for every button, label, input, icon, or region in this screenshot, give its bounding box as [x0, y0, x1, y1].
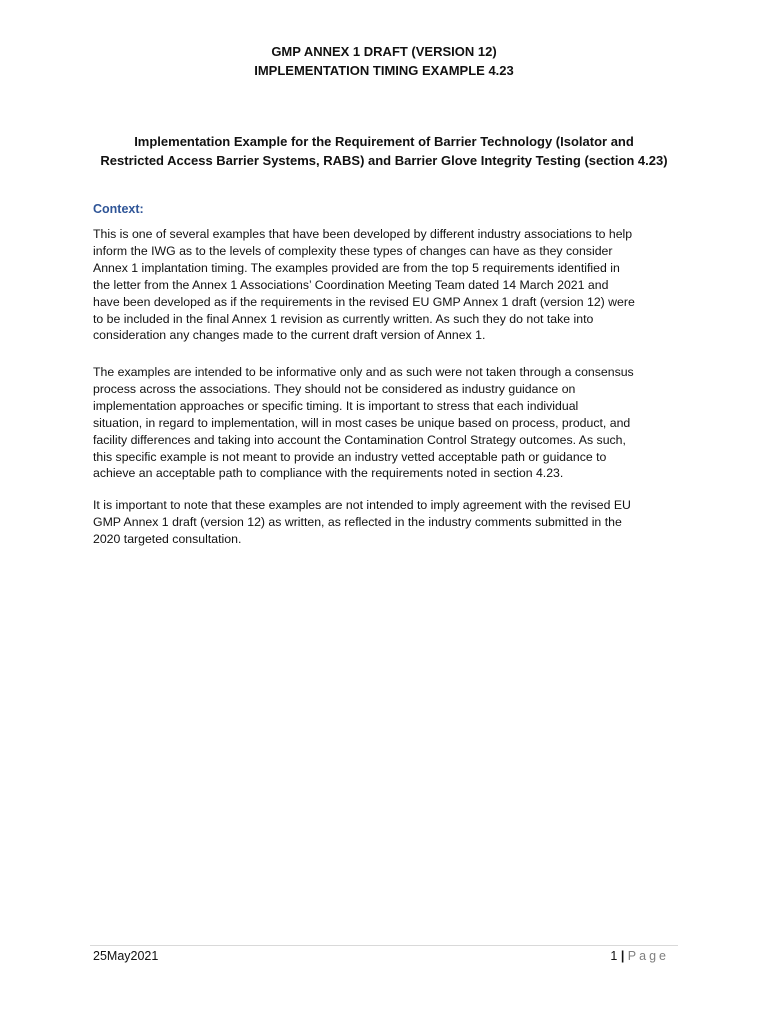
page-label: Page	[627, 949, 669, 963]
paragraph-line: This is one of several examples that have been developed by different industry associations to help	[93, 227, 633, 241]
document-title	[84, 132, 684, 170]
paragraph-line: this specific example is not meant to provide an industry vetted acceptable path or guidance to	[93, 449, 607, 464]
paragraph-line: process across the associations. They should not be considered as industry guidance on	[93, 381, 576, 396]
paragraph-2	[93, 364, 679, 482]
header-line-2: IMPLEMENTATION TIMING EXAMPLE 4.23	[254, 63, 514, 78]
document-header	[0, 42, 768, 80]
paragraph-line: facility differences and taking into account the Contamination Control Strategy outcomes. As such,	[93, 432, 626, 447]
paragraph-line: situation, in regard to implementation, will in most cases be unique based on process, product, and	[93, 415, 631, 430]
paragraph-line: consideration any changes made to the current draft version of Annex 1.	[93, 328, 486, 343]
paragraph-line: to be included in the final Annex 1 revision as currently written. As such they do not take into	[93, 311, 594, 326]
paragraph-line: 2020 targeted consultation.	[93, 531, 242, 546]
paragraph-3	[93, 497, 679, 548]
page-separator: |	[620, 949, 625, 963]
footer-date: 25May2021	[93, 949, 159, 963]
paragraph-line: implementation approaches or specific timing. It is important to stress that each individual	[93, 398, 579, 413]
title-line-2: Restricted Access Barrier Systems, RABS) and Barrier Glove Integrity Testing (section 4.23)	[100, 153, 668, 168]
page-number: 1	[610, 949, 618, 963]
header-line-1: GMP ANNEX 1 DRAFT (VERSION 12)	[271, 44, 497, 59]
paragraph-line: achieve an acceptable path to compliance with the requirements noted in section 4.23.	[93, 466, 564, 481]
context-heading: Context:	[93, 202, 144, 216]
paragraph-line: have been developed as if the requirements in the revised EU GMP Annex 1 draft (version 12) were	[93, 294, 635, 309]
paragraph-line: GMP Annex 1 draft (version 12) as written, as reflected in the industry comments submitted in the	[93, 514, 622, 529]
footer-divider	[90, 945, 678, 946]
title-line-1: Implementation Example for the Requirement of Barrier Technology (Isolator and	[134, 134, 634, 149]
paragraph-line: Annex 1 implantation timing. The examples provided are from the top 5 requirements identified in	[93, 260, 620, 275]
paragraph-line: inform the IWG as to the levels of complexity these types of changes can have as they consider	[93, 243, 613, 258]
footer-page-number	[610, 947, 669, 965]
paragraph-line: It is important to note that these examples are not intended to imply agreement with the revised EU	[93, 498, 631, 512]
paragraph-1	[93, 226, 679, 344]
paragraph-line: the letter from the Annex 1 Associations’ Coordination Meeting Team dated 14 March 2021 and	[93, 277, 609, 292]
paragraph-line: The examples are intended to be informative only and as such were not taken through a consensus	[93, 365, 634, 379]
